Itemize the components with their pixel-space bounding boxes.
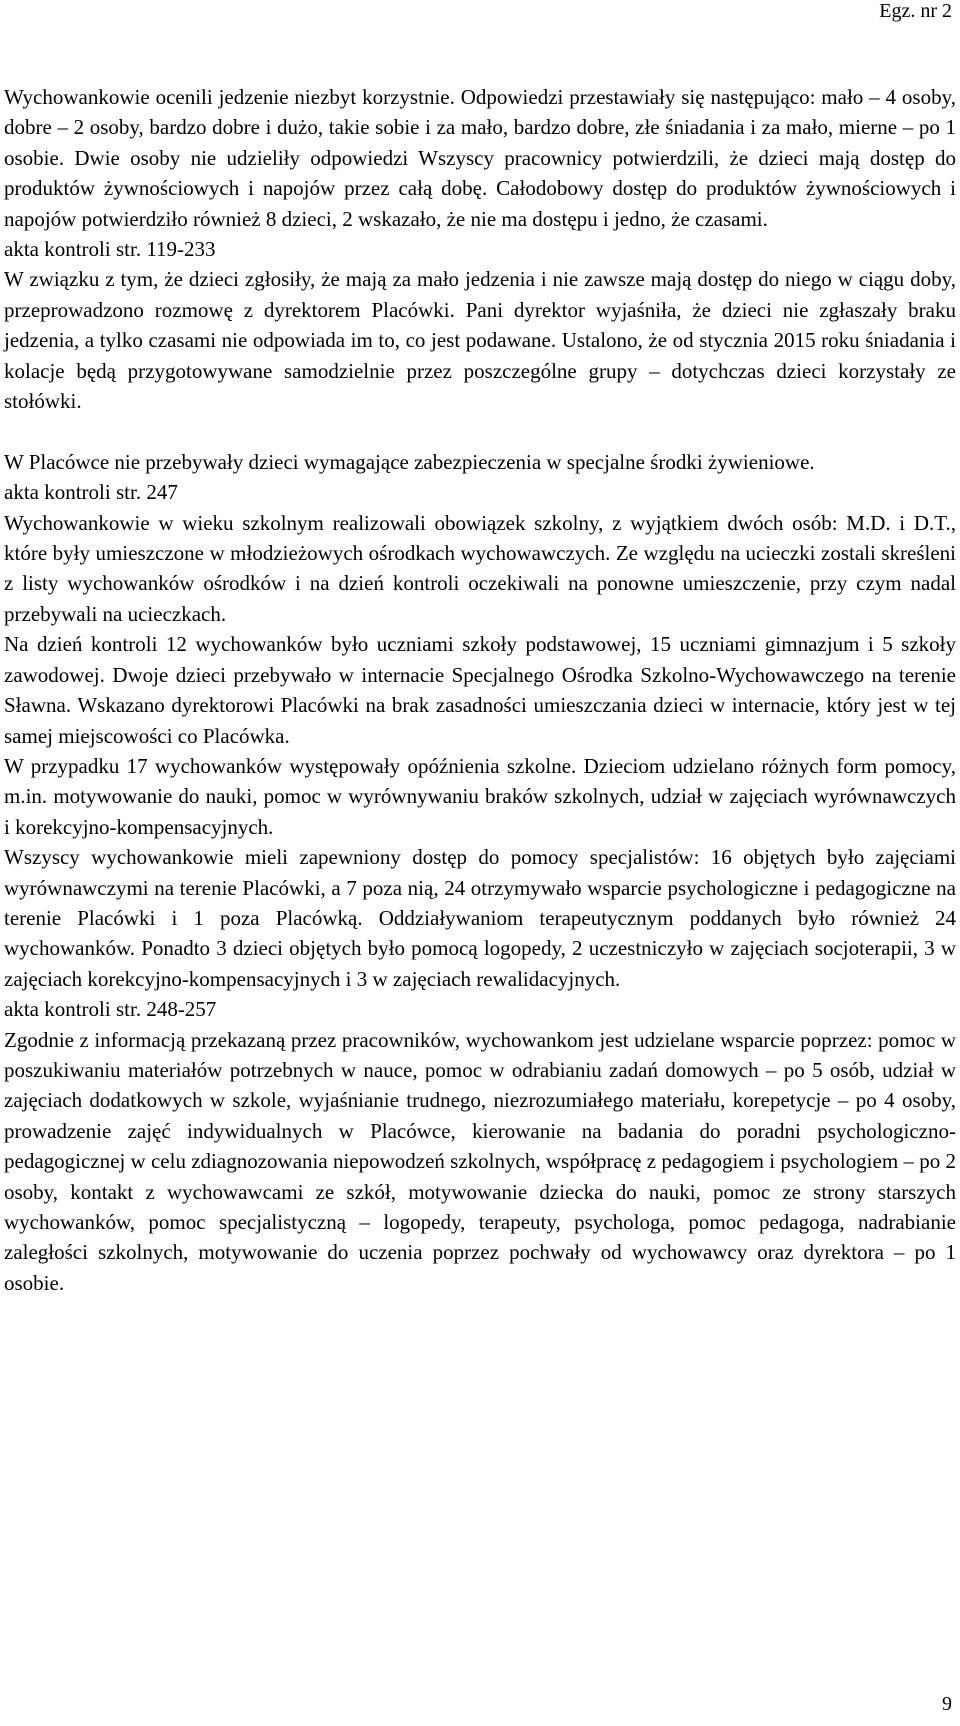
page-number: 9 [942,1693,952,1715]
paragraph-school-delays: W przypadku 17 wychowanków występowały opóźnienia szkolne. Dzieciom udzielano różnych form pomocy, m.in. motywowanie do nauki, pomoc w wyrównywaniu braków szkolnych, udział w zajęciach wyrównawczych i korekcyjno-kompensacyjnych. [4,753,956,839]
paragraph-meal-opinions: Wychowankowie ocenili jedzenie niezbyt korzystnie. Odpowiedzi przestawiały się następująco: mało – 4 osoby, dobre – 2 osoby, bardzo dobre i dużo, takie sobie i za mało, bardzo dobre, złe śniadania i za mało, mierne – po 1 osobie. Dwie osoby nie udzieliły odpowiedzi Wszyscy pracownicy potwierdzili, że dzieci mają dostęp do produktów żywnościowych i napojów przez całą dobę. Całodobowy dostęp do produktów żywnościowych i napojów potwierdziło również 8 dzieci, 2 wskazało, że nie ma dostępu i jedno, że czasami. [4,85,956,231]
file-reference: akta kontroli str. 119-233 [4,237,216,262]
file-reference: akta kontroli str. 247 [4,480,178,505]
paragraph-director-interview: W związku z tym, że dzieci zgłosiły, że mają za mało jedzenia i nie zawsze mają dostęp do niego w ciągu doby, przeprowadzono rozmowę z dyrektorem Placówki. Pani dyrektor wyjaśniła, że dzieci nie zgłaszały braku jedzenia, a tylko czasami nie odpowiada im to, co jest podawane. Ustalono, że od stycznia 2015 roku śniadania i kolacje będą przygotowywane samodzielnie przez poszczególne grupy – dotychczas dzieci korzystały ze stołówki. [4,267,956,414]
paragraph-special-diet: W Placówce nie przebywały dzieci wymagające zabezpieczenia w specjalne środki żywieniowe. [4,449,815,474]
document-body [4,82,956,1298]
file-reference: akta kontroli str. 248-257 [4,997,217,1022]
paragraph-school-types: Na dzień kontroli 12 wychowanków było uczniami szkoły podstawowej, 15 uczniami gimnazjum i 5 szkoły zawodowej. Dwoje dzieci przebywało w internacie Specjalnego Ośrodka Szkolno-Wychowawczego na terenie Sławna. Wskazano dyrektorowi Placówki na brak zasadności umieszczania dzieci w internacie, który jest w tej samej miejscowości co Placówka. [4,632,956,748]
paragraph-staff-support: Zgodnie z informacją przekazaną przez pracowników, wychowankom jest udzielane wsparcie poprzez: pomoc w poszukiwaniu materiałów potrzebnych w nauce, pomoc w odrabianiu zadań domowych – po 5 osób, udział w zajęciach dodatkowych w szkole, wyjaśnianie trudnego, niezrozumiałego materiału, korepetycje – po 4 osoby, prowadzenie zajęć indywidualnych w Placówce, kierowanie na badania do poradni psychologiczno-pedagogicznej w celu zdiagnozowania niepowodzeń szkolnych, współpracę z pedagogiem i psychologiem – po 2 osoby, kontakt z wychowawcami ze szkół, motywowanie dziecka do nauki, pomoc ze strony starszych wychowanków, pomoc specjalistyczną – logopedy, terapeuty, psychologa, pomoc pedagoga, nadrabianie zaległości szkolnych, motywowanie do uczenia poprzez pochwały od wychowawcy oraz dyrektora – po 1 osobie. [4,1027,956,1295]
paragraph-gap [4,416,956,446]
copy-number: Egz. nr 2 [879,0,952,22]
paragraph-specialist-support: Wszyscy wychowankowie mieli zapewniony dostęp do pomocy specjalistów: 16 objętych było zajęciami wyrównawczymi na terenie Placówki, a 7 poza nią, 24 otrzymywało wsparcie psychologiczne i pedagogiczne na terenie Placówki i 1 poza Placówką. Oddziaływaniom terapeutycznym poddanych było również 24 wychowanków. Ponadto 3 dzieci objętych było pomocą logopedy, 2 uczestniczyło w zajęciach socjoterapii, 3 w zajęciach korekcyjno-kompensacyjnych i 3 w zajęciach rewalidacyjnych. [4,845,956,991]
paragraph-school-obligation: Wychowankowie w wieku szkolnym realizowali obowiązek szkolny, z wyjątkiem dwóch osób: M.D. i D.T., które były umieszczone w młodzieżowych ośrodkach wychowawczych. Ze względu na ucieczki zostali skreśleni z listy wychowanków ośrodków i na dzień kontroli oczekiwali na ponowne umieszczenie, przy czym nadal przebywali na ucieczkach. [4,510,956,626]
